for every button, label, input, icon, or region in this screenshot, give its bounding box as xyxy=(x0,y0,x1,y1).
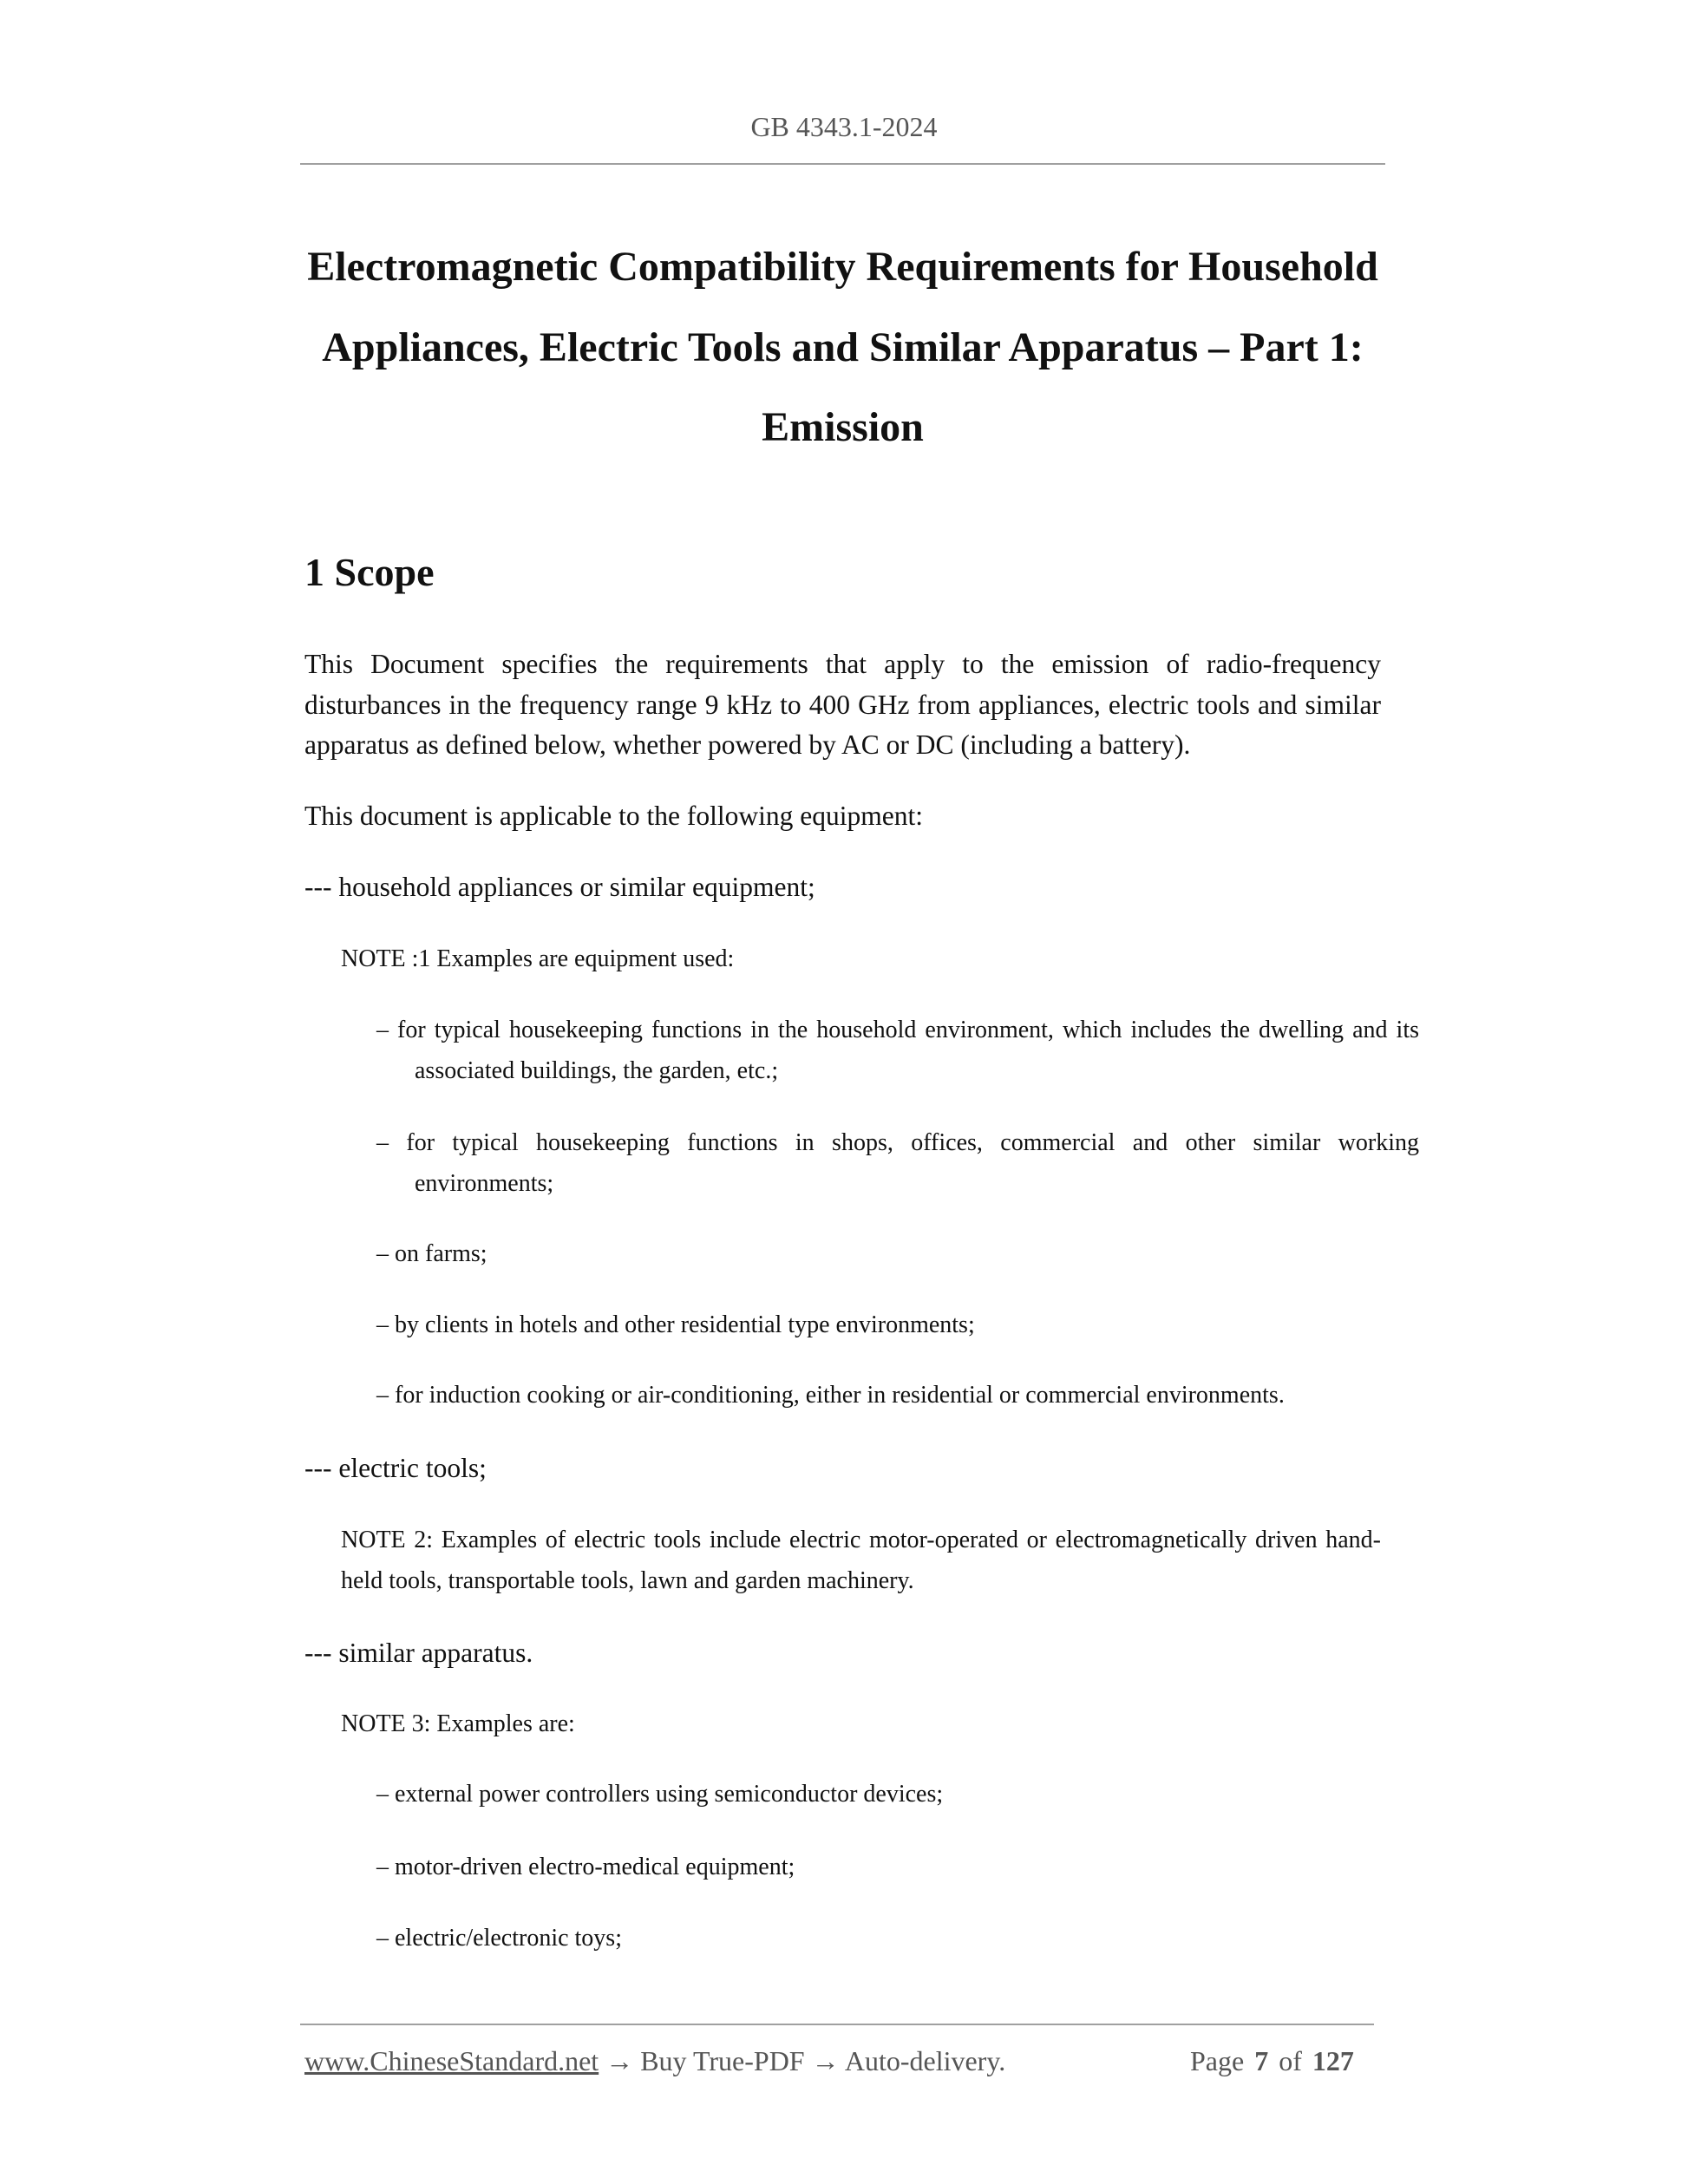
total-pages: 127 xyxy=(1312,2045,1354,2076)
footer-divider xyxy=(300,2024,1374,2025)
note-1-item: – on farms; xyxy=(376,1240,487,1267)
buy-true-pdf-text: Buy True-PDF xyxy=(640,2045,805,2076)
note-1-item: – for typical housekeeping functions in the household environment, which includes the dwelling and its associated buildings, the garden, etc.; xyxy=(376,1017,1419,1084)
scope-paragraph: This Document specifies the requirements that apply to the emission of radio-frequency disturbances in the frequency range 9 kHz to 400 GHz from appliances, electric tools and similar apparatus as defined below, whether powered by AC or DC (including a battery). xyxy=(304,649,1381,760)
footer-promo xyxy=(304,2043,1005,2078)
arrow-right-icon: → xyxy=(811,2045,840,2076)
applicability-paragraph: This document is applicable to the following equipment: xyxy=(304,801,923,831)
note-1: NOTE :1 Examples are equipment used: xyxy=(341,945,735,972)
auto-delivery-text: Auto-delivery. xyxy=(844,2045,1006,2076)
note-2: NOTE 2: Examples of electric tools include electric motor-operated or electromagnetically driven hand-held tools, transportable tools, lawn and garden machinery. xyxy=(341,1527,1381,1594)
note-1-item: – by clients in hotels and other residential type environments; xyxy=(376,1311,975,1338)
document-number-header: GB 4343.1-2024 xyxy=(750,111,938,142)
section-heading: 1 Scope xyxy=(304,550,435,594)
note-3-item: – electric/electronic toys; xyxy=(376,1925,622,1952)
note-1-item: – for typical housekeeping functions in shops, offices, commercial and other similar working environments; xyxy=(376,1129,1419,1197)
arrow-right-icon: → xyxy=(605,2045,634,2076)
note-3: NOTE 3: Examples are: xyxy=(341,1710,575,1737)
document-title: Electromagnetic Compatibility Requirements for Household Appliances, Electric Tools and Similar Apparatus – Part 1: Emission xyxy=(307,244,1378,450)
list-item-household: --- household appliances or similar equipment; xyxy=(304,872,815,902)
list-item-similar-apparatus: --- similar apparatus. xyxy=(304,1638,533,1668)
of-label: of xyxy=(1279,2045,1302,2076)
note-1-item: – for induction cooking or air-conditioning, either in residential or commercial environments. xyxy=(376,1382,1285,1409)
list-item-electric-tools: --- electric tools; xyxy=(304,1453,487,1483)
page-indicator xyxy=(1190,2043,1354,2078)
note-3-item: – external power controllers using semiconductor devices; xyxy=(376,1781,944,1808)
page-label: Page xyxy=(1190,2045,1245,2076)
header-divider xyxy=(300,163,1385,165)
note-3-item: – motor-driven electro-medical equipment; xyxy=(376,1854,795,1880)
current-page: 7 xyxy=(1254,2045,1269,2076)
chinese-standard-link[interactable]: www.ChineseStandard.net xyxy=(304,2045,599,2076)
